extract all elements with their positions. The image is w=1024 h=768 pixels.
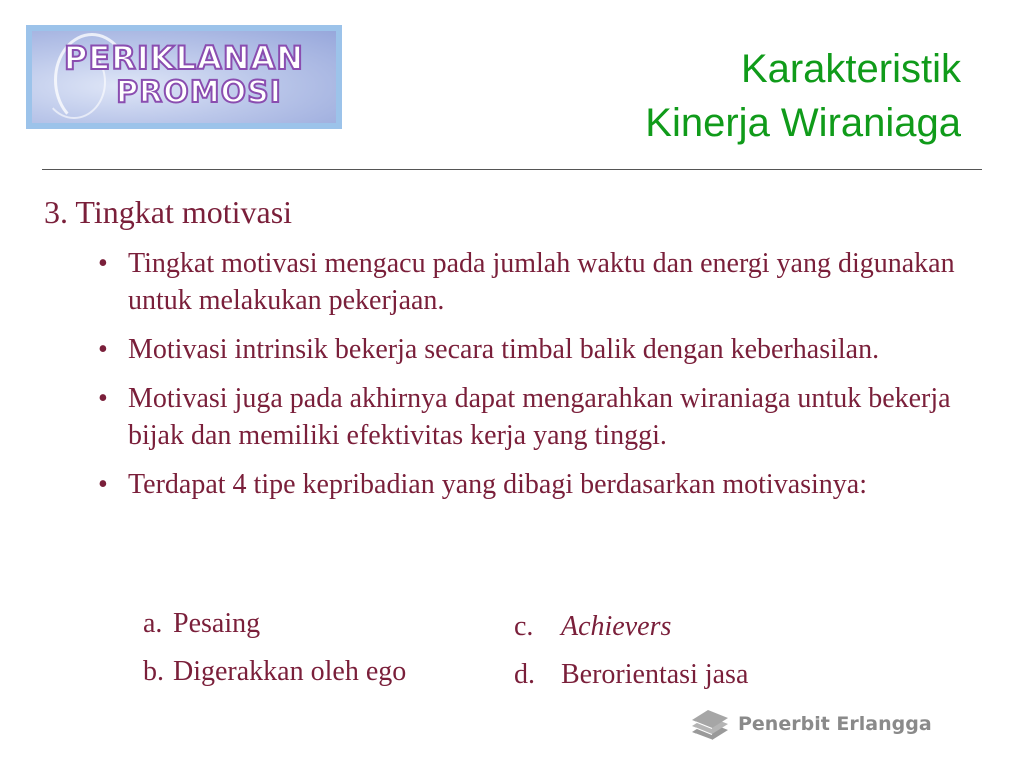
bullet-dot-icon: • — [98, 334, 108, 365]
publisher-mark — [690, 706, 932, 742]
slide-title — [361, 42, 961, 150]
bullet-item — [95, 245, 995, 319]
publisher-name: Penerbit Erlangga — [738, 713, 932, 735]
logo-line-2: PROMOSI — [116, 75, 282, 110]
periklanan-promosi-logo — [26, 25, 342, 129]
type-text: Berorientasi jasa — [561, 659, 749, 690]
slide-title-line-1: Karakteristik — [740, 47, 961, 91]
type-label: d. — [514, 659, 535, 690]
bullet-text: Terdapat 4 tipe kepribadian yang dibagi berdasarkan motivasinya: — [128, 469, 868, 500]
type-item-d — [514, 658, 748, 692]
type-item-c — [514, 610, 671, 644]
books-icon — [690, 706, 730, 742]
type-text: Digerakkan oleh ego — [173, 656, 407, 687]
section-heading: 3. Tingkat motivasi — [44, 194, 293, 230]
bullet-text: Motivasi intrinsik bekerja secara timbal balik dengan keberhasilan. — [128, 334, 880, 365]
type-item-b — [143, 655, 406, 689]
bullet-item — [95, 466, 995, 503]
title-divider — [42, 169, 982, 170]
bullet-text: Motivasi juga pada akhirnya dapat mengarahkan wiraniaga untuk bekerja bijak dan memiliki efektivitas kerja yang tinggi. — [128, 383, 951, 451]
logo-line-1: PERIKLANAN — [63, 39, 305, 77]
bullet-list — [95, 245, 995, 515]
bullet-item — [95, 380, 995, 454]
bullet-text: Tingkat motivasi mengacu pada jumlah waktu dan energi yang digunakan untuk melakukan pekerjaan. — [128, 248, 955, 316]
slide-title-line-2: Kinerja Wiraniaga — [645, 101, 961, 145]
bullet-dot-icon: • — [98, 383, 108, 414]
bullet-dot-icon: • — [98, 469, 108, 500]
type-text: Achievers — [561, 611, 672, 642]
bullet-dot-icon: • — [98, 248, 108, 279]
type-label: c. — [514, 611, 534, 642]
type-item-a — [143, 607, 260, 641]
type-text: Pesaing — [173, 608, 261, 639]
bullet-item — [95, 331, 995, 368]
type-label: a. — [143, 608, 163, 639]
type-label: b. — [143, 656, 164, 687]
